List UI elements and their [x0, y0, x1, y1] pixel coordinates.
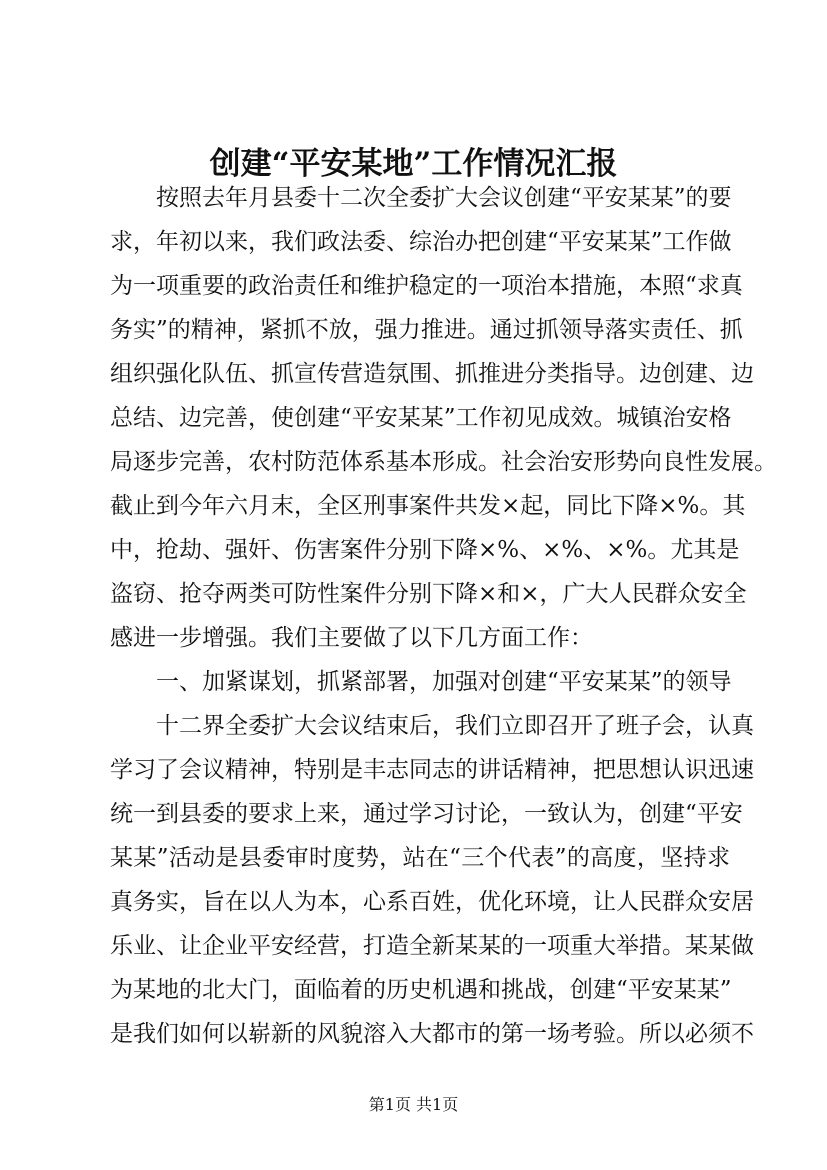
paragraph-line: 按照去年月县委十二次全委扩大会议创建“平安某某”的要 [110, 185, 732, 211]
section-heading: 一、加紧谋划，抓紧部署，加强对创建“平安某某”的领导 [110, 669, 732, 695]
paragraph-line: 十二界全委扩大会议结束后，我们立即召开了班子会，认真 [110, 713, 754, 739]
paragraph-line: 为一项重要的政治责任和维护稳定的一项治本措施，本照“求真 [110, 273, 743, 299]
paragraph-line: 总结、边完善，使创建“平安某某”工作初见成效。城镇治安格 [110, 405, 732, 431]
paragraph-line: 务实”的精神，紧抓不放，强力推进。通过抓领导落实责任、抓 [110, 317, 743, 343]
paragraph-line: 乐业、让企业平安经营，打造全新某某的一项重大举措。某某做 [110, 933, 754, 959]
paragraph-line: 真务实，旨在以人为本，心系百姓，优化环境，让人民群众安居 [110, 889, 754, 915]
paragraph-line: 某某”活动是县委审时度势，站在“三个代表”的高度，坚持求 [110, 845, 730, 871]
paragraph-line: 局逐步完善，农村防范体系基本形成。社会治安形势向良性发展。 [110, 449, 777, 475]
paragraph-line: 是我们如何以崭新的风貌溶入大都市的第一场考验。所以必须不 [110, 1021, 754, 1047]
paragraph-line: 盗窃、抢夺两类可防性案件分别下降×和×，广大人民群众安全 [110, 581, 747, 607]
paragraph-line: 学习了会议精神，特别是丰志同志的讲话精神，把思想认识迅速 [110, 757, 754, 783]
paragraph-line: 截止到今年六月末，全区刑事案件共发×起，同比下降×%。其 [110, 493, 746, 519]
paragraph-line: 统一到县委的要求上来，通过学习讨论，一致认为，创建“平安 [110, 801, 743, 827]
paragraph-line: 感进一步增强。我们主要做了以下几方面工作： [110, 625, 593, 651]
document-title: 创建“平安某地”工作情况汇报 [209, 146, 618, 182]
paragraph-line: 为某地的北大门，面临着的历史机遇和挑战，创建“平安某某” [110, 977, 732, 1003]
paragraph-line: 中，抢劫、强奸、伤害案件分别下降×%、×%、×%。尤其是 [110, 537, 740, 563]
paragraph-line: 组织强化队伍、抓宣传营造氛围、抓推进分类指导。边创建、边 [110, 361, 754, 387]
paragraph-line: 求，年初以来，我们政法委、综治办把创建“平安某某”工作做 [110, 229, 732, 255]
page-footer: 第1页 共1页 [368, 1095, 459, 1114]
